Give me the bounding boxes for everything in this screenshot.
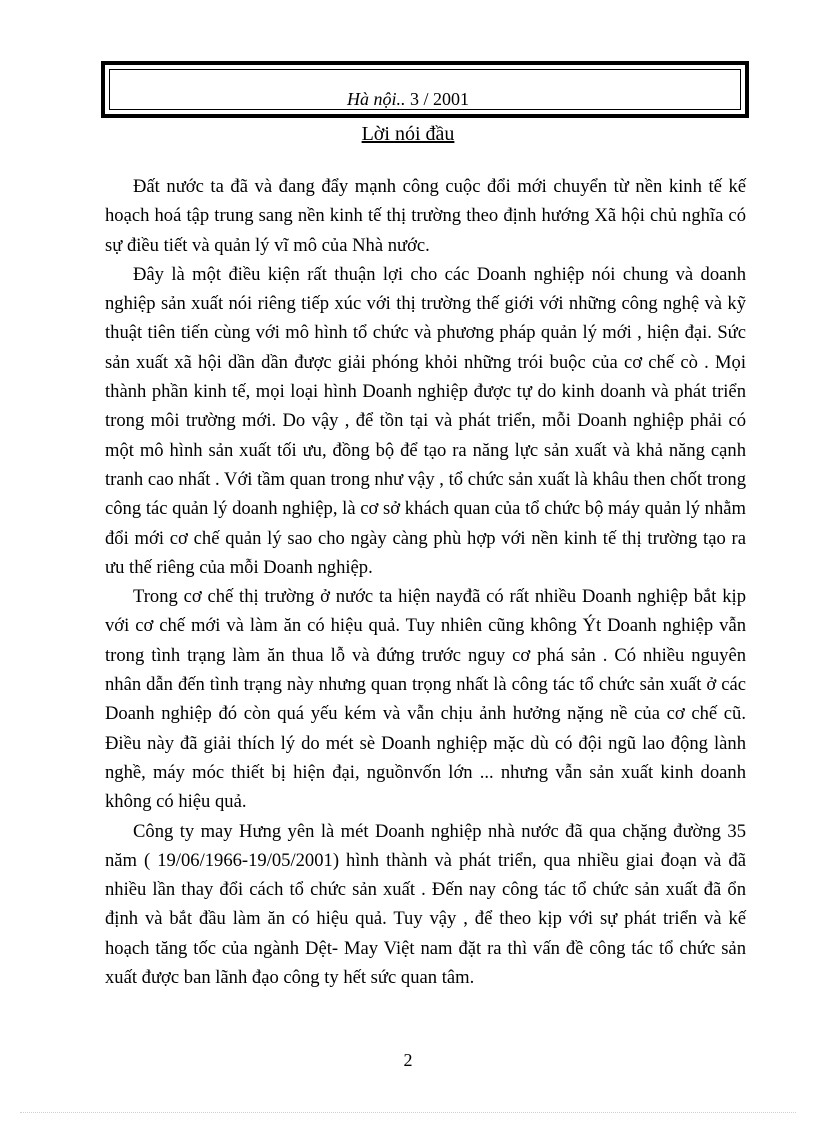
place-date-line xyxy=(0,89,816,110)
page-title: Lời nói đầu xyxy=(361,123,455,145)
page-number: 2 xyxy=(403,1050,413,1070)
body-text xyxy=(105,172,746,992)
paragraph-3: Trong cơ chế thị trường ở nước ta hiện nayđã có rất nhiều Doanh nghiệp bắt kịp với cơ chế mới và làm ăn có hiệu quả. Tuy nhiên cũng không Ýt Doanh nghiệp vẫn trong tình trạng làm ăn thua lỗ và đứng trước nguy cơ phá sản . Có nhiều nguyên nhân dẫn đến tình trạng này nhưng quan trọng nhất là công tác tổ chức sản xuất ở các Doanh nghiệp đó còn quá yếu kém và vẫn chịu ảnh hưởng nặng nề của cơ chế cũ. Điều này đã giải thích lý do mét sè Doanh nghiệp mặc dù có đội ngũ lao động lành nghề, máy móc thiết bị hiện đại, nguồnvốn lớn ... nhưng vẫn sản xuất kinh doanh không có hiệu quả. xyxy=(105,586,746,813)
date-text: 3 / 2001 xyxy=(409,89,469,109)
paragraph-1: Đất nước ta đã và đang đẩy mạnh công cuộc đổi mới chuyển từ nền kinh tế kế hoạch hoá tập trung sang nền kinh tế thị trường theo định hướng Xã hội chủ nghĩa có sự điều tiết và quản lý vĩ mô của Nhà nước. xyxy=(105,176,746,256)
page-bottom-divider xyxy=(20,1112,796,1113)
place-text: Hà nội.. xyxy=(346,89,406,109)
paragraph-4: Công ty may Hưng yên là mét Doanh nghiệp nhà nước đã qua chặng đường 35 năm ( 19/06/1966-19/05/2001) hình thành và phát triển, qua nhiều giai đoạn và đã nhiều lần thay đổi cách tổ chức sản xuất . Đến nay công tác tổ chức sản xuất đã ổn định và bắt đầu làm ăn có hiệu quả. Tuy vậy , để theo kịp với sự phát triển và kế hoạch tăng tốc của ngành Dệt- May Việt nam đặt ra thì vấn đề công tác tổ chức sản xuất được ban lãnh đạo công ty hết sức quan tâm. xyxy=(105,820,746,989)
paragraph-2: Đây là một điều kiện rất thuận lợi cho các Doanh nghiệp nói chung và doanh nghiệp sản xuất nói riêng tiếp xúc với thị trường thế giới với những công nghệ và kỹ thuật tiên tiến cùng với mô hình tổ chức và phương pháp quản lý mới , hiện đại. Sức sản xuất xã hội dần dần được giải phóng khỏi những trói buộc của cơ chế cò . Mọi thành phần kinh tế, mọi loại hình Doanh nghiệp được tự do kinh doanh và phát triển trong môi trường mới. Do vậy , để tồn tại và phát triển, mỗi Doanh nghiệp phải có một mô hình sản xuất tối ưu, đồng bộ để tạo ra năng lực sản xuất và khả năng cạnh tranh cao nhất . Với tầm quan trong như vậy , tổ chức sản xuất là khâu then chốt trong công tác quản lý doanh nghiệp, là cơ sở khách quan của tổ chức bộ máy quản lý nhằm đổi mới cơ chế quản lý sao cho ngày càng phù hợp với nền kinh tế thị trường tạo ra ưu thế riêng của mỗi Doanh nghiệp. xyxy=(105,263,746,578)
